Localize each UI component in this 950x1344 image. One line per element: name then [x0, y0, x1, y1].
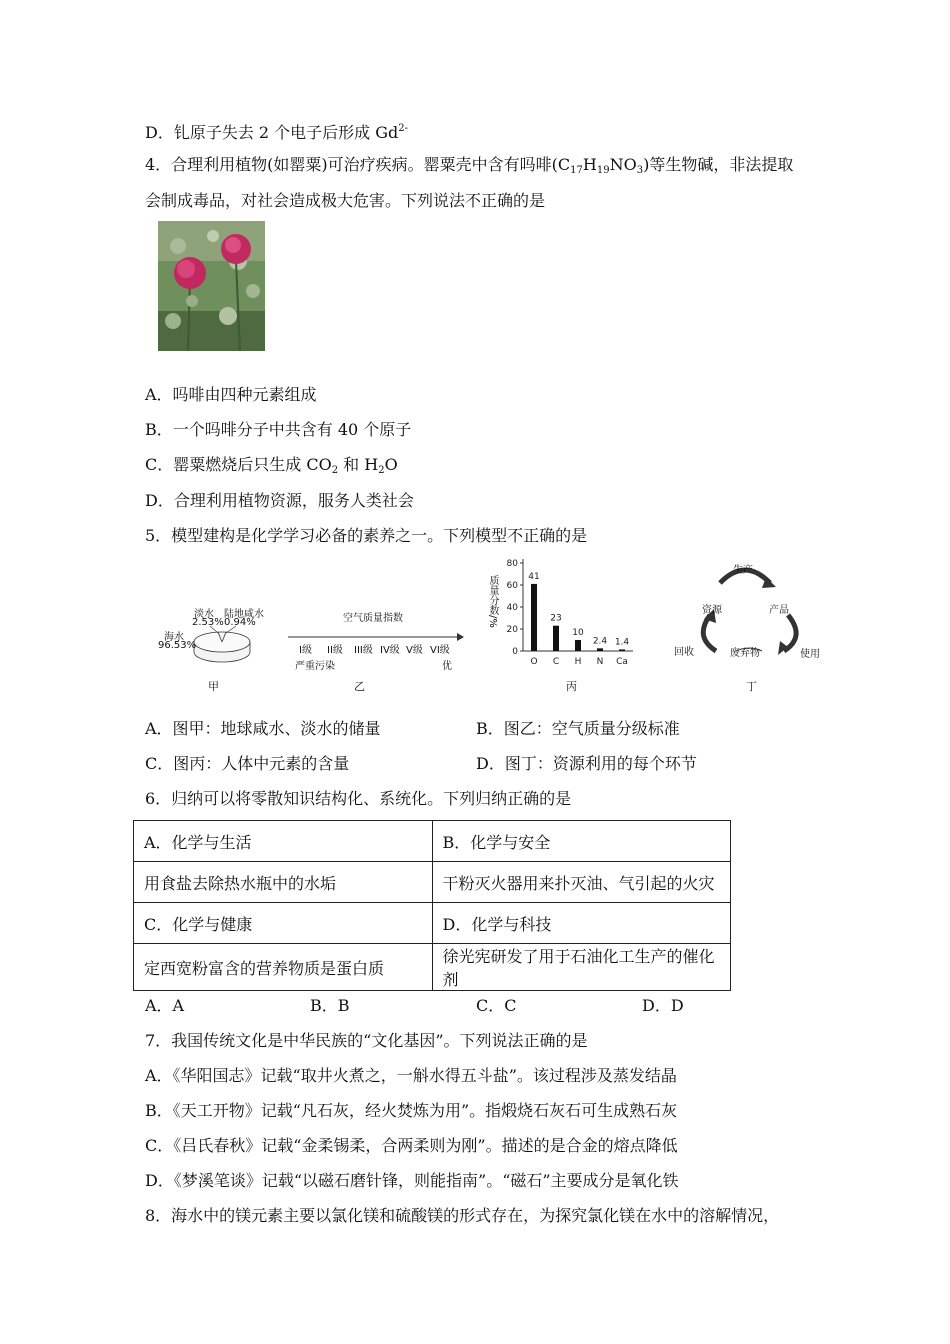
- table-cell: A．化学与生活: [134, 821, 433, 862]
- table-row: [134, 903, 731, 944]
- q6-answer-c: C．C: [476, 996, 517, 1015]
- table-cell: D．化学与科技: [432, 903, 731, 944]
- q6-stem: 6．归纳可以将零散知识结构化、系统化。下列归纳正确的是: [145, 789, 572, 808]
- x-tick-label: N: [596, 657, 604, 667]
- yi-title: 空气质量指数: [343, 613, 403, 624]
- q4-option-b: B．一个吗啡分子中共含有 40 个原子: [145, 420, 412, 439]
- q4-option-d: D．合理利用植物资源，服务人类社会: [145, 491, 414, 510]
- table-row: [134, 944, 731, 991]
- q8-stem: 8．海水中的镁元素主要以氯化镁和硫酸镁的形式存在，为探究氯化镁在水中的溶解情况，: [145, 1206, 780, 1225]
- table-cell: 用食盐去除热水瓶中的水垢: [134, 862, 433, 903]
- y-tick-label: 40: [506, 603, 518, 613]
- bar-data-label: 23: [550, 613, 562, 624]
- jia-caption: 甲: [208, 680, 219, 693]
- yi-right-label: 优: [442, 661, 452, 672]
- yi-level-4: IV级: [380, 645, 400, 656]
- ding-waste: 废弃物: [730, 648, 760, 659]
- q4-option-c-sub2: 2: [378, 465, 385, 476]
- q5-option-b: B．图乙：空气质量分级标准: [476, 719, 680, 738]
- y-tick-label: 80: [506, 559, 518, 569]
- q7-stem: 7．我国传统文化是中华民族的“文化基因”。下列说法正确的是: [145, 1031, 588, 1050]
- q6-answer-a: A．A: [145, 996, 185, 1015]
- jia-land-label: 陆地咸水: [224, 609, 264, 620]
- ding-recycle: 回收: [674, 647, 694, 658]
- bar-O: [531, 584, 537, 651]
- yi-level-5: V级: [406, 645, 423, 656]
- table-cell: 徐光宪研发了用于石油化工生产的催化剂: [432, 944, 731, 991]
- yi-level-2: II级: [327, 645, 343, 656]
- q3-option-d-text: D．钆原子失去 2 个电子后形成 Gd: [145, 123, 399, 142]
- x-tick-label: Ca: [616, 657, 628, 667]
- y-tick-label: 60: [506, 581, 518, 591]
- bar-H: [575, 640, 581, 651]
- yi-level-1: I级: [299, 645, 312, 656]
- table-cell: 干粉灭火器用来扑灭油、气引起的火灾: [432, 862, 731, 903]
- yi-level-3: III级: [354, 645, 373, 656]
- q4-option-c-a: C．罂粟燃烧后只生成 CO: [145, 455, 332, 474]
- q4-no: NO: [609, 155, 637, 174]
- yi-left-label: 严重污染: [295, 661, 335, 672]
- bar-N: [597, 648, 603, 651]
- figure-bing: [485, 555, 645, 670]
- q4-option-a: A．吗啡由四种元素组成: [145, 385, 317, 404]
- jia-sea-pct: 96.53%: [158, 640, 197, 651]
- bar-data-label: 2.4: [592, 636, 608, 647]
- q4-stem-b: )等生物碱，非法提取: [643, 155, 794, 174]
- q4-stem-a: 4．合理利用植物(如罂粟)可治疗疾病。罂粟壳中含有吗啡(C: [145, 155, 571, 174]
- x-tick-label: C: [552, 657, 560, 667]
- q4-sub-17: 17: [570, 165, 583, 176]
- figure-yi: [285, 600, 465, 680]
- q6-answer-d: D．D: [642, 996, 684, 1015]
- bar-data-label: 41: [528, 571, 540, 582]
- q5-stem: 5．模型建构是化学学习必备的素养之一。下列模型不正确的是: [145, 526, 588, 545]
- ding-resource: 资源: [702, 605, 722, 616]
- ding-use: 使用: [800, 649, 820, 660]
- q4-stem-line2: 会制成毒品，对社会造成极大危害。下列说法不正确的是: [145, 191, 546, 210]
- bar-Ca: [619, 649, 625, 651]
- q7-option-a: A．《华阳国志》记载“取井火煮之，一斛水得五斗盐”。该过程涉及蒸发结晶: [145, 1066, 677, 1085]
- bar-data-label: 10: [572, 628, 584, 638]
- figure-ding: [670, 555, 830, 670]
- q4-stem-line1: [145, 154, 793, 182]
- table-cell: B．化学与安全: [432, 821, 731, 862]
- jia-fresh-label: 淡水: [194, 609, 214, 620]
- q5-option-c: C．图丙：人体中元素的含量: [145, 754, 350, 773]
- table-row: [134, 821, 731, 862]
- q4-sub-3: 3: [636, 165, 644, 176]
- q4-h: H: [582, 155, 597, 174]
- jia-land-pct: 0.94%: [224, 617, 256, 628]
- q4-option-c-b: 和 H: [338, 455, 379, 474]
- table-cell: 定西宽粉富含的营养物质是蛋白质: [134, 944, 433, 991]
- q6-table: [133, 820, 731, 991]
- table-row: [134, 862, 731, 903]
- y-tick-label: 0: [512, 647, 518, 657]
- q4-option-c-sub1: 2: [331, 465, 339, 476]
- bar-C: [553, 626, 559, 651]
- q6-answer-b: B．B: [310, 996, 350, 1015]
- q7-option-d: D．《梦溪笔谈》记载“以磁石磨针锋，则能指南”。“磁石”主要成分是氧化铁: [145, 1171, 679, 1190]
- jia-fresh-pct: 2.53%: [192, 617, 224, 628]
- q3-option-d-charge: 2-: [398, 123, 409, 134]
- jia-sea-label: 海水: [164, 632, 184, 643]
- yi-caption: 乙: [354, 680, 365, 693]
- q4-sub-19: 19: [596, 165, 610, 176]
- bing-chart: [485, 555, 645, 670]
- q5-option-d: D．图丁：资源利用的每个环节: [476, 754, 697, 773]
- q7-option-c: C．《吕氏春秋》记载“金柔锡柔，合两柔则为刚”。描述的是合金的熔点降低: [145, 1136, 678, 1155]
- q4-option-c-c: O: [384, 455, 398, 474]
- bing-ylabel: 质量分数/%: [487, 575, 498, 628]
- bing-caption: 丙: [566, 680, 577, 693]
- ding-product: 产品: [769, 605, 789, 616]
- yi-level-6: VI级: [430, 645, 450, 656]
- q5-option-a: A．图甲：地球咸水、淡水的储量: [145, 719, 381, 738]
- x-tick-label: O: [530, 657, 538, 667]
- y-tick-label: 20: [506, 625, 518, 635]
- ding-caption: 丁: [746, 680, 757, 693]
- q7-option-b: B．《天工开物》记载“凡石灰，经火焚炼为用”。指煅烧石灰石可生成熟石灰: [145, 1101, 678, 1120]
- ding-produce: 生产: [733, 565, 753, 576]
- bar-data-label: 1.4: [614, 637, 630, 648]
- table-cell: C．化学与健康: [134, 903, 433, 944]
- poppy-photo: [158, 221, 265, 351]
- q4-option-c: [145, 454, 398, 482]
- x-tick-label: H: [574, 657, 582, 667]
- q3-option-d: [145, 118, 408, 144]
